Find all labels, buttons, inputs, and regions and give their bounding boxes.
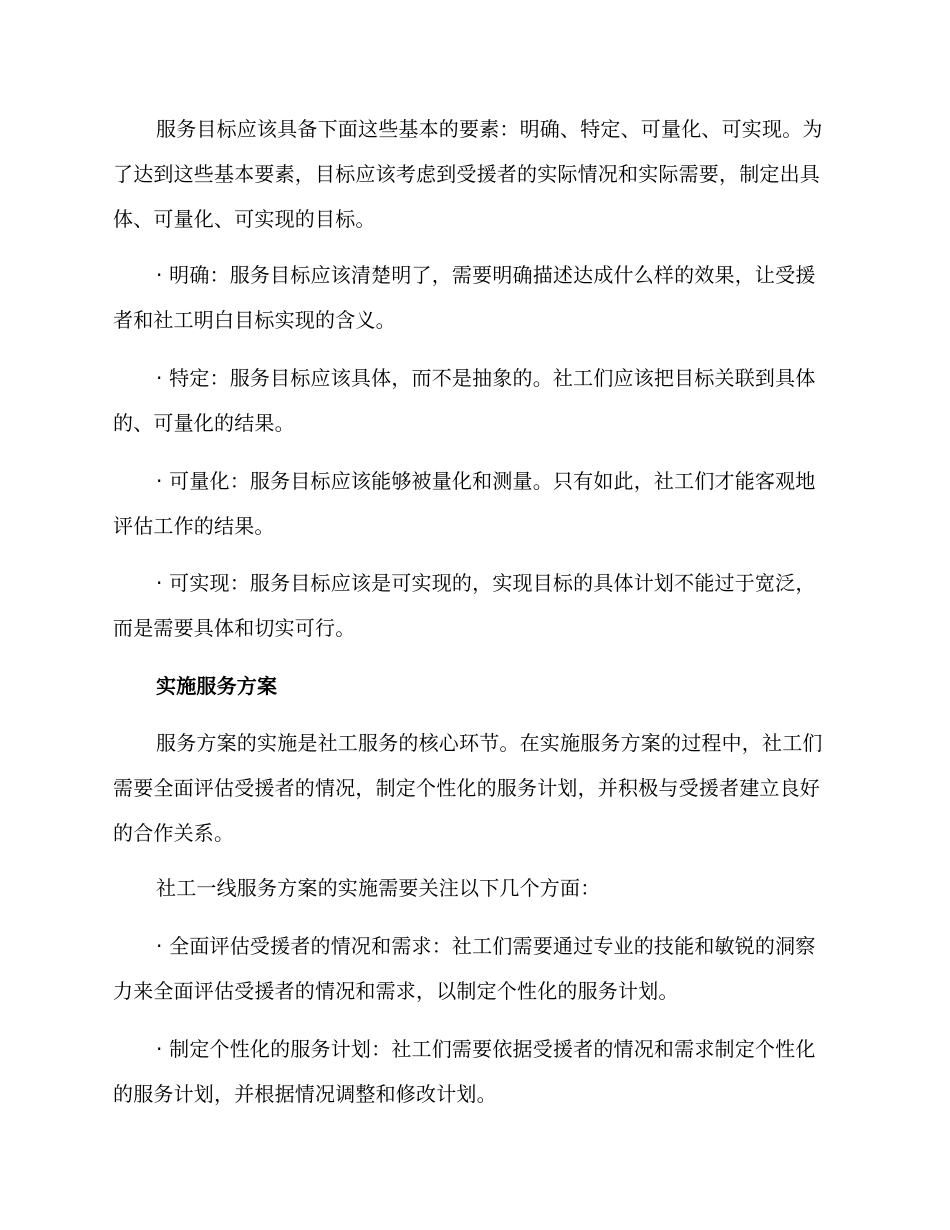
paragraph-measurable: · 可量化：服务目标应该能够被量化和测量。只有如此，社工们才能客观地评估工作的结果。: [113, 469, 816, 538]
paragraph-service-goal-elements: 服务目标应该具备下面这些基本的要素：明确、特定、可量化、可实现。为了达到这些基本要素，目标应该考虑到受援者的实际情况和实际需要，制定出具体、可量化、可实现的目标。: [113, 117, 823, 231]
paragraph-achievable: · 可实现：服务目标应该是可实现的，实现目标的具体计划不能过于宽泛，而是需要具体和切实可行。: [113, 571, 816, 640]
paragraph-assessment: · 全面评估受援者的情况和需求：社工们需要通过专业的技能和敏锐的洞察力来全面评估受援者的情况和需求，以制定个性化的服务计划。: [113, 934, 816, 1003]
paragraph-aspects-intro: 社工一线服务方案的实施需要关注以下几个方面：: [156, 876, 601, 900]
paragraph-specific: · 特定：服务目标应该具体，而不是抽象的。社工们应该把目标关联到具体的、可量化的结果。: [113, 366, 816, 435]
paragraph-clear: · 明确：服务目标应该清楚明了，需要明确描述达成什么样的效果，让受援者和社工明白目标实现的含义。: [113, 263, 816, 332]
section-heading: 实施服务方案: [156, 674, 278, 698]
paragraph-implementation: 服务方案的实施是社工服务的核心环节。在实施服务方案的过程中，社工们需要全面评估受援者的情况，制定个性化的服务计划，并积极与受援者建立良好的合作关系。: [113, 731, 823, 845]
paragraph-personalized-plan: · 制定个性化的服务计划：社工们需要依据受援者的情况和需求制定个性化的服务计划，并根据情况调整和修改计划。: [113, 1037, 816, 1106]
